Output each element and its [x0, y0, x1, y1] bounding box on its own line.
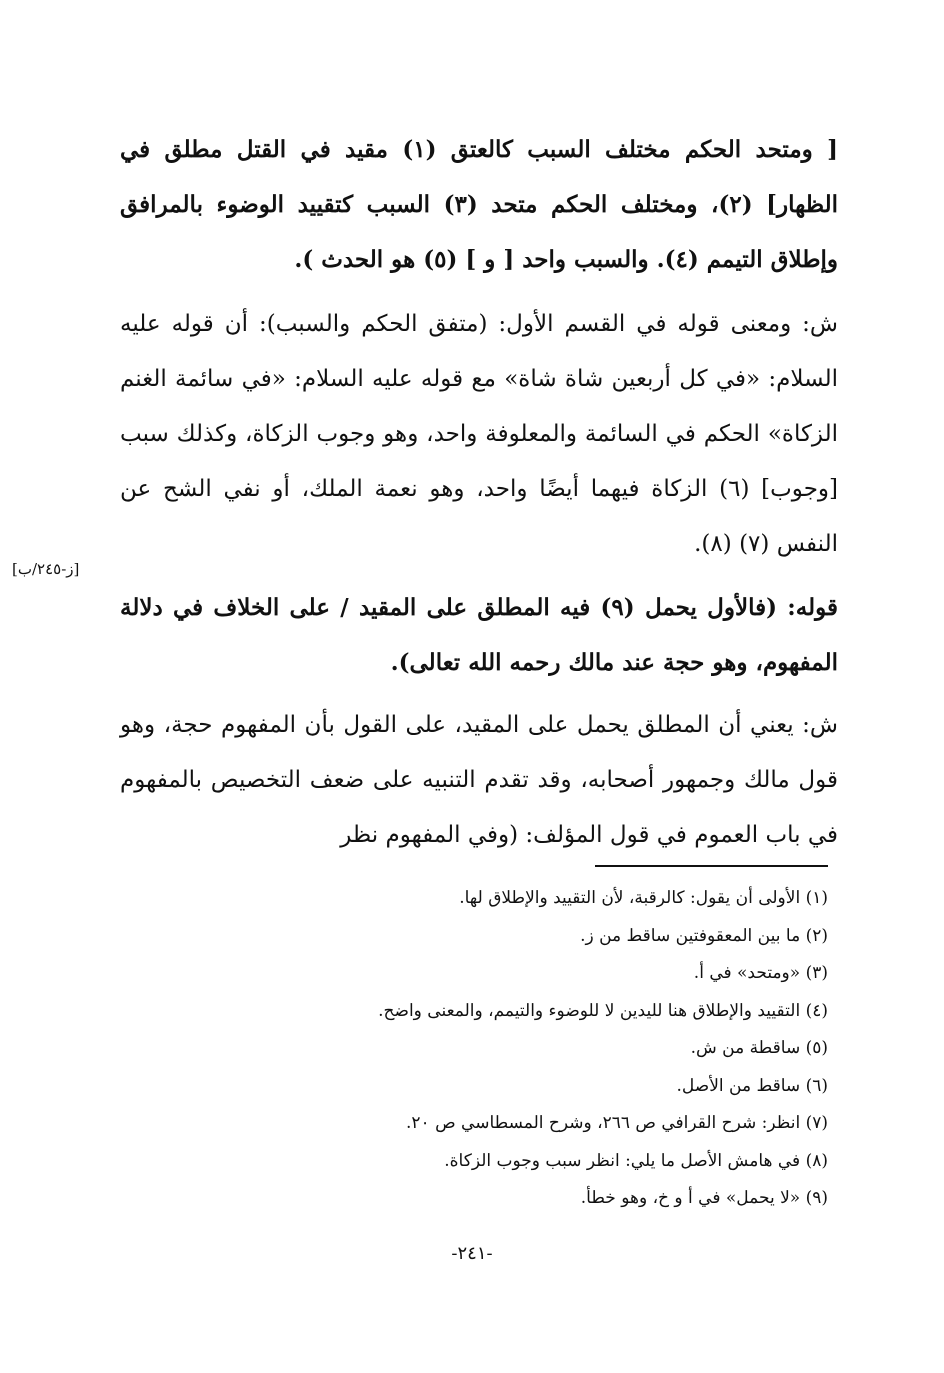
footnote-4: (٤) التقييد والإطلاق هنا لليدين لا للوضوء والتيمم، والمعنى واضح. — [378, 1000, 828, 1021]
paragraph-matn-1: [ ومتحد الحكم مختلف السبب كالعتق (١) مقيد في القتل مطلق في الظهار] (٢)، ومختلف الحكم متحد (٣) السبب كتقييد الوضوء بالمرافق وإطلاق التيمم (٤). والسبب واحد [ و ] (٥) هو الحدث ). — [120, 136, 838, 273]
page-number: -٢٤١- — [451, 1243, 493, 1264]
main-text — [120, 122, 838, 863]
footnote-2: (٢) ما بين المعقوفتين ساقط من ز. — [580, 925, 828, 946]
footnote-6: (٦) ساقط من الأصل. — [676, 1075, 828, 1096]
marginal-manuscript-reference: [ز-٢٤٥/ب] — [12, 560, 80, 578]
paragraph-sharh-2: ش: يعني أن المطلق يحمل على المقيد، على القول بأن المفهوم حجة، وهو قول مالك وجمهور أصحابه، وقد تقدم التنبيه على ضعف التخصيص بالمفهوم في باب العموم في قول المؤلف: (وفي المفهوم نظر — [120, 712, 838, 848]
footnote-7: (٧) انظر: شرح القرافي ص ٢٦٦، وشرح المسطاسي ص ٢٠. — [406, 1113, 828, 1133]
footnote-5: (٥) ساقطة من ش. — [690, 1038, 828, 1058]
paragraph-matn-2: قوله: (فالأول يحمل (٩) فيه المطلق على المقيد / على الخلاف في دلالة المفهوم، وهو حجة عند مالك رحمه الله تعالى). — [120, 594, 838, 676]
footnote-8: (٨) في هامش الأصل ما يلي: انظر سبب وجوب الزكاة. — [444, 1150, 828, 1171]
footnote-separator — [595, 865, 828, 867]
footnote-1: (١) الأولى أن يقول: كالرقبة، لأن التقييد والإطلاق لها. — [459, 888, 828, 908]
footnote-9: (٩) «لا يحمل» في أ و خ، وهو خطأ. — [580, 1188, 828, 1208]
footnote-3: (٣) «ومتحد» في أ. — [693, 963, 828, 983]
footnotes — [200, 880, 828, 1218]
paragraph-sharh-1: ش: ومعنى قوله في القسم الأول: (متفق الحكم والسبب): أن قوله عليه السلام: «في كل أربعين شاة شاة» مع قوله عليه السلام: «في سائمة الغنم الزكاة» الحكم في السائمة والمعلوفة واحد، وهو وجوب الزكاة، وكذلك سبب [وجوب] (٦) الزكاة فيهما أيضًا واحد، وهو نعمة الملك، أو نفي الشح عن النفس (٧) (٨). — [120, 311, 838, 557]
